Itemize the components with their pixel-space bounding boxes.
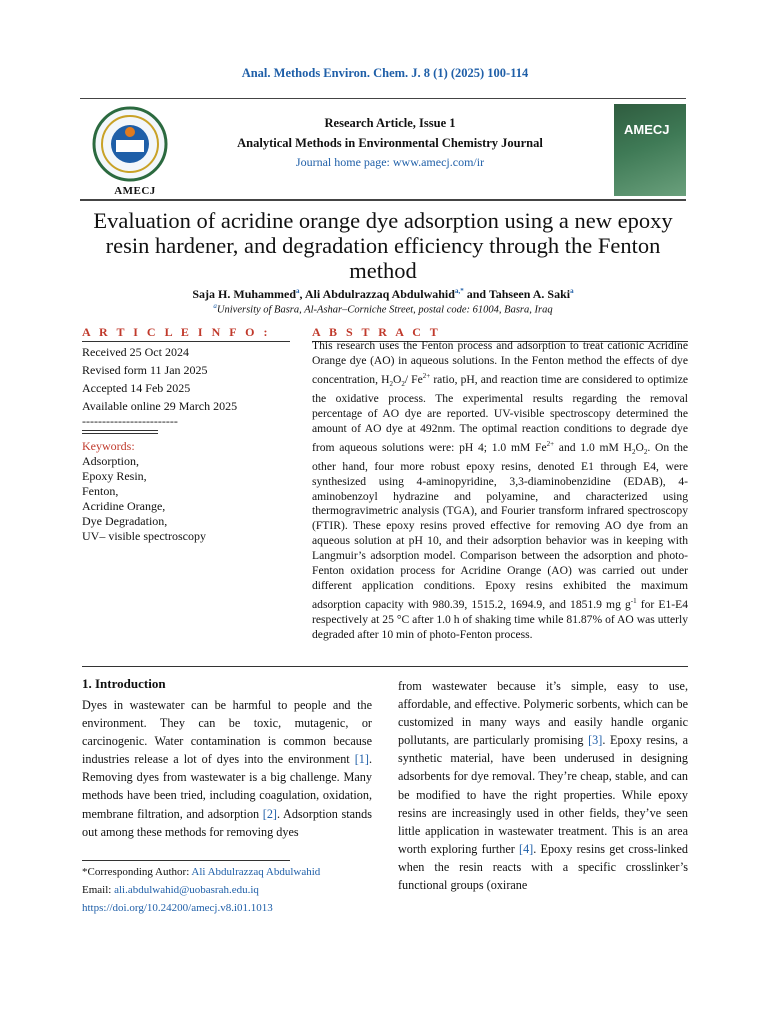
accepted-date: Accepted 14 Feb 2025 <box>82 381 191 395</box>
info-rule-2 <box>82 433 158 434</box>
journal-seal-logo <box>80 104 180 184</box>
citation-link[interactable]: [4] <box>519 841 534 856</box>
author-1: Saja H. Muhammed <box>192 287 297 301</box>
abstract-heading: A B S T R A C T <box>312 325 441 339</box>
paper-title: Evaluation of acridine orange dye adsorption using a new epoxy resin hardener, and degradation efficiency through the Fenton method <box>93 208 673 283</box>
article-info-heading: A R T I C L E I N F O : <box>82 325 271 339</box>
affiliation <box>80 302 686 316</box>
keyword-item: UV– visible spectroscopy <box>82 529 206 543</box>
running-head: Anal. Methods Environ. Chem. J. 8 (1) (2025) 100-114 <box>241 66 529 80</box>
online-date: Available online 29 March 2025 <box>82 399 238 413</box>
journal-homepage-link[interactable]: Journal home page: www.amecj.com/ir <box>295 155 485 169</box>
abstract-body: This research uses the Fenton process and adsorption to treat cationic Acridine Orange dye (AO) in aqueous solutions. In the Fenton method the effects of dye concentration, $H_2O_2/$ $Fe^{2+}$ ratio, pH, and reaction time are considered to optimize the oxidative process. The experimental results regarding the removal percentage of AO dye are reported. UV-visible spectroscopy determined the amount of AO dye at 492nm. The optimal reaction conditions to degrade dye from aqueous solutions were: pH 4; 1.0 mM $Fe^{2+}$ and 1.0 mM $H_2O_2$. On the other hand, four more robust epoxy resins, denoted E1 through E4, were synthesized using 4-aminopyridine, 3,3-diaminobenzidine (EDAB), 4-aminobenzoyl hydrazine and polyamine, and characterized using thermogravimetric analysis (TGA), and Fourier transform infrared spectroscopy (FTIR). These epoxy resins proved effective for removing AO dye from an aqueous solution at pH 10, and their adsorption behavior was in keeping with Langmuir’s adsorption model. Comparison between the adsorption and photo-Fenton oxidation process for Acridine Orange (AO) was carried out under different application conditions. Epoxy resins exhibited the maximum adsorption capacity with 980.39, 1515.2, 1694.9, and 1851.9 mg $g^{-1}$ for E1-E4 respectively at 25 °C after 1.0 h of shaking time while 81.87% of AO was utterly degraded after 10 min of photo-Fenton process. <box>312 339 689 641</box>
intro-left-column: Dyes in wastewater can be harmful to people and the environment. They can be toxic, mutagenic, or carcinogenic. Water contamination is common because industries release a lot of dyes into the environment [1]. Removing dyes from wastewater is a big challenge. Many methods have been tried, including coagulation, oxidation, membrane filtration, and adsorption [2]. Adsorption stands out among these methods for removing dyes <box>82 698 372 839</box>
doi-link[interactable]: https://doi.org/10.24200/amecj.v8.i01.1013 <box>82 902 273 914</box>
keyword-item: Adsorption, <box>82 454 139 468</box>
keyword-item: Acridine Orange, <box>82 499 166 513</box>
introduction-heading: 1. Introduction <box>82 676 166 691</box>
author-list: Saja H. Muhammed$^a$, Ali Abdulrazzaq Abdulwahid$^{a,*}$ and Tahseen A. Saki$^a$ <box>192 287 574 301</box>
cover-title: AMECJ <box>624 122 670 137</box>
logo-label: AMECJ <box>114 185 156 197</box>
header-top-rule <box>80 98 686 99</box>
author-email: Email: ali.abdulwahid@uobasrah.edu.iq <box>82 884 259 896</box>
article-type: Research Article, Issue 1 <box>324 116 456 130</box>
corresponding-author: *Corresponding Author: Ali Abdulrazzaq Abdulwahid <box>82 866 321 878</box>
keyword-item: Dye Degradation, <box>82 514 168 528</box>
journal-name: Analytical Methods in Environmental Chemistry Journal <box>237 136 543 150</box>
affiliation-sup: a <box>213 302 217 310</box>
article-info-rule <box>82 341 290 342</box>
author-2-sup: a,* <box>454 287 464 295</box>
section-rule <box>82 666 688 667</box>
intro-right-column: from wastewater because it’s simple, easy to use, affordable, and effective. Polymeric sorbents, which can be customized in many ways and easily handle organic pollutants, are particularly promising [3]. Epoxy resins, a synthetic material, have been underused in designing adsorbents for dye removal. They’re cheap, stable, and can be modified to have the right properties. While epoxy resins are increasingly used in other fields, they’ve seen little application in wastewater treatment. This is an area worth exploring further [4]. Epoxy resins get cross-linked when the resin reacts with a specific crosslinker’s functional groups (oxirane <box>398 679 688 893</box>
author-1-sup: a <box>296 287 300 295</box>
email-link[interactable]: ali.abdulwahid@uobasrah.edu.iq <box>114 884 259 896</box>
corresponding-author-name[interactable]: Ali Abdulrazzaq Abdulwahid <box>191 866 321 878</box>
keywords-heading: Keywords: <box>82 439 135 453</box>
author-3: Tahseen A. Saki <box>488 287 571 301</box>
citation-link[interactable]: [2] <box>262 806 277 821</box>
received-date: Received 25 Oct 2024 <box>82 345 189 359</box>
citation-link[interactable]: [3] <box>588 733 603 748</box>
info-rule-1 <box>82 430 158 431</box>
keyword-item: Fenton, <box>82 484 119 498</box>
revised-date: Revised form 11 Jan 2025 <box>82 363 208 377</box>
author-3-sup: a <box>570 287 574 295</box>
author-2: Ali Abdulrazzaq Abdulwahid <box>304 287 455 301</box>
affiliation-text: University of Basra, Al-Ashar–Corniche Street, postal code: 61004, Basra, Iraq <box>216 304 553 316</box>
header-bottom-rule <box>80 199 686 201</box>
journal-cover-image <box>614 104 686 196</box>
footnote-rule <box>82 860 290 861</box>
citation-link[interactable]: [1] <box>354 752 369 767</box>
dash-separator: ------------------------ <box>82 414 178 428</box>
author-and: and <box>466 287 487 301</box>
keyword-item: Epoxy Resin, <box>82 469 147 483</box>
